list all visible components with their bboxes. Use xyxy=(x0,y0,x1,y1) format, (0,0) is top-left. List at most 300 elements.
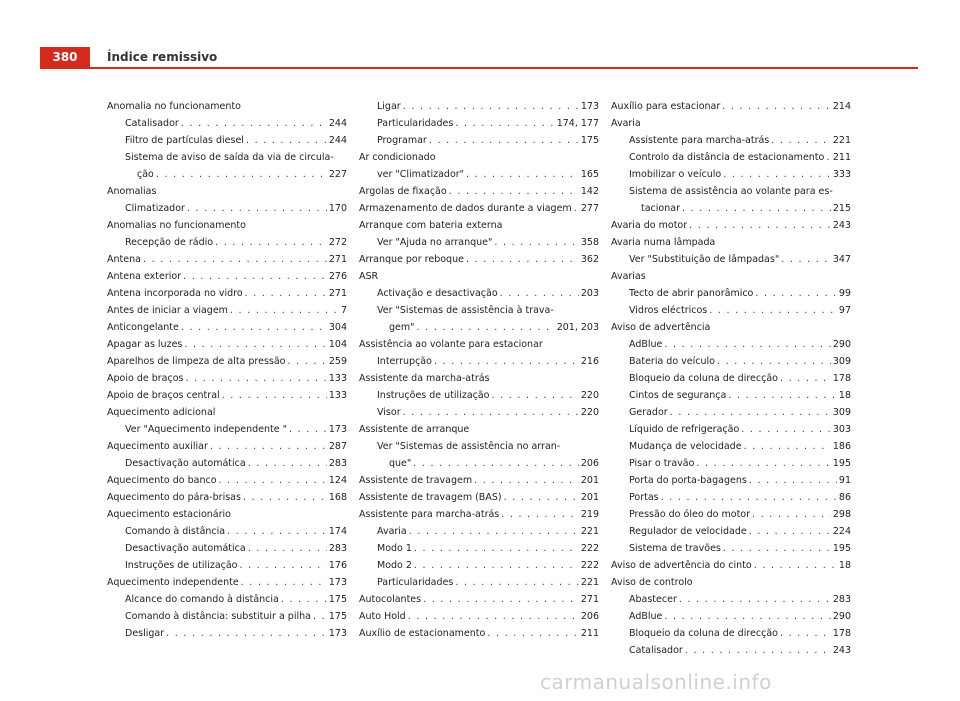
index-subentry xyxy=(359,540,599,557)
page-reference: 259 xyxy=(328,356,347,367)
page-reference: 7 xyxy=(340,305,347,316)
entry-label: Aquecimento auxiliar xyxy=(107,441,208,452)
index-subentry xyxy=(359,234,599,251)
index-subentry xyxy=(107,132,347,149)
leader-dots xyxy=(749,523,831,540)
page-reference: 201 xyxy=(580,492,599,503)
index-heading: Assistência ao volante para estacionar xyxy=(359,339,543,350)
index-subentry xyxy=(611,387,851,404)
leader-dots xyxy=(741,421,831,438)
entry-label: Antena incorporada no vidro xyxy=(107,288,243,299)
index-subentry xyxy=(611,285,851,302)
entry-label: Pressão do óleo do motor xyxy=(629,509,751,520)
index-column-3 xyxy=(611,98,851,659)
entry-label: Mudança de velocidade xyxy=(629,441,742,452)
entry-label: Antes de iniciar a viagem xyxy=(107,305,228,316)
leader-dots xyxy=(403,98,579,115)
leader-dots xyxy=(219,472,327,489)
page-reference: 272 xyxy=(328,237,347,248)
entry-label: Climatizador xyxy=(125,203,185,214)
entry-label: Controlo da distância de estacionamento xyxy=(629,152,825,163)
index-subentry xyxy=(611,523,851,540)
index-subentry xyxy=(359,132,599,149)
entry-label: Instruções de utilização xyxy=(125,560,238,571)
leader-dots xyxy=(455,115,554,132)
leader-dots xyxy=(227,523,327,540)
leader-dots xyxy=(728,387,837,404)
entry-label: Programar xyxy=(377,135,427,146)
leader-dots xyxy=(744,438,831,455)
page-reference: 271 xyxy=(328,254,347,265)
page-reference: 283 xyxy=(328,543,347,554)
leader-dots xyxy=(243,489,327,506)
index-subentry xyxy=(107,200,347,217)
leader-dots xyxy=(574,200,579,217)
entry-label: Modo 1 xyxy=(377,543,412,554)
page-reference: 211 xyxy=(832,152,851,163)
leader-dots xyxy=(500,285,579,302)
entry-label: Bateria do veículo xyxy=(629,356,715,367)
page-reference: 221 xyxy=(580,526,599,537)
page-reference: 303 xyxy=(832,424,851,435)
entry-label: Interrupção xyxy=(377,356,432,367)
index-entry xyxy=(107,489,347,506)
header-divider xyxy=(40,67,918,69)
page-reference: 173 xyxy=(328,424,347,435)
leader-dots xyxy=(754,557,837,574)
page-reference: 222 xyxy=(580,543,599,554)
index-subentry xyxy=(107,591,347,608)
leader-dots xyxy=(466,166,579,183)
entry-label: Vidros eléctricos xyxy=(629,305,708,316)
page-reference: 224 xyxy=(832,526,851,537)
index-subentry xyxy=(107,540,347,557)
entry-label: Antena exterior xyxy=(107,271,182,282)
leader-dots xyxy=(246,132,327,149)
page-reference: 287 xyxy=(328,441,347,452)
index-heading: Anomalias no funcionamento xyxy=(107,220,246,231)
leader-dots xyxy=(143,251,327,268)
index-subentry xyxy=(611,608,851,625)
page-reference: 290 xyxy=(832,339,851,350)
index-entry xyxy=(359,489,599,506)
page-reference: 186 xyxy=(832,441,851,452)
index-subentry xyxy=(359,353,599,370)
page-reference: 271 xyxy=(328,288,347,299)
index-subentry xyxy=(359,166,599,183)
entry-label: Apoio de braços xyxy=(107,373,184,384)
entry-label: Porta do porta-bagagens xyxy=(629,475,747,486)
page-reference: 99 xyxy=(838,288,851,299)
leader-dots xyxy=(230,302,339,319)
leader-dots xyxy=(664,608,830,625)
page-reference: 175 xyxy=(328,611,347,622)
page-reference: 201, 203 xyxy=(556,322,599,333)
leader-dots xyxy=(670,404,831,421)
leader-dots xyxy=(288,353,327,370)
page-reference: 298 xyxy=(832,509,851,520)
page-reference: 283 xyxy=(328,458,347,469)
index-entry xyxy=(611,217,851,234)
leader-dots xyxy=(752,506,831,523)
index-heading: Aviso de controlo xyxy=(611,577,693,588)
leader-dots xyxy=(240,557,327,574)
index-subentry xyxy=(611,353,851,370)
index-subentry xyxy=(611,421,851,438)
page-reference: 243 xyxy=(832,220,851,231)
leader-dots xyxy=(210,438,327,455)
entry-label: Visor xyxy=(377,407,401,418)
entry-label: Recepção de rádio xyxy=(125,237,214,248)
leader-dots xyxy=(685,642,831,659)
index-entry xyxy=(359,183,599,200)
index-entry xyxy=(107,336,347,353)
leader-dots xyxy=(403,404,579,421)
entry-label: Ligar xyxy=(377,101,401,112)
index-subentry xyxy=(359,557,599,574)
page-reference: 277 xyxy=(580,203,599,214)
index-subentry xyxy=(611,166,851,183)
page-reference: 309 xyxy=(832,356,851,367)
page-reference: 142 xyxy=(580,186,599,197)
page-reference: 211 xyxy=(580,628,599,639)
page-reference: 216 xyxy=(580,356,599,367)
entry-label: Bloqueio da coluna de direcção xyxy=(629,628,778,639)
entry-label: tacionar xyxy=(641,203,680,214)
index-subentry-text: Ver "Sistemas de assistência à trava- xyxy=(377,305,554,316)
entry-label: Cintos de segurança xyxy=(629,390,727,401)
leader-dots xyxy=(781,251,831,268)
index-entry xyxy=(359,251,599,268)
entry-label: Catalisador xyxy=(125,118,179,129)
index-heading: Ar condicionado xyxy=(359,152,436,163)
leader-dots xyxy=(185,370,326,387)
page-reference: 347 xyxy=(832,254,851,265)
leader-dots xyxy=(414,540,579,557)
page-number-badge: 380 xyxy=(40,47,90,67)
index-subentry xyxy=(611,132,851,149)
page-reference: 358 xyxy=(580,237,599,248)
entry-label: Activação e desactivação xyxy=(377,288,498,299)
entry-label: Argolas de fixação xyxy=(359,186,447,197)
leader-dots xyxy=(455,574,579,591)
entry-label: Comando à distância: substituir a pilha xyxy=(125,611,311,622)
page-reference: 178 xyxy=(832,373,851,384)
leader-dots xyxy=(187,200,327,217)
index-subentry xyxy=(611,302,851,319)
leader-dots xyxy=(826,149,831,166)
index-subentry xyxy=(359,285,599,302)
index-subentry xyxy=(611,336,851,353)
entry-label: Aquecimento do banco xyxy=(107,475,217,486)
entry-label: Bloqueio da coluna de direcção xyxy=(629,373,778,384)
leader-dots xyxy=(474,472,579,489)
index-subentry xyxy=(611,455,851,472)
index-subentry xyxy=(611,642,851,659)
page-reference: 219 xyxy=(580,509,599,520)
page-reference: 173 xyxy=(328,628,347,639)
entry-label: Líquido de refrigeração xyxy=(629,424,740,435)
page-title: Índice remissivo xyxy=(107,50,218,64)
index-entry xyxy=(107,319,347,336)
page-reference: 206 xyxy=(580,458,599,469)
index-heading: Assistente de arranque xyxy=(359,424,470,435)
page-reference: 133 xyxy=(328,390,347,401)
index-subentry xyxy=(611,472,851,489)
page-reference: 243 xyxy=(832,645,851,656)
index-subentry xyxy=(359,319,599,336)
leader-dots xyxy=(313,608,327,625)
entry-label: Aviso de advertência do cinto xyxy=(611,560,752,571)
index-column-2 xyxy=(359,98,599,642)
page-reference: 174 xyxy=(328,526,347,537)
index-entry xyxy=(107,353,347,370)
page-reference: 221 xyxy=(580,577,599,588)
page-reference: 170 xyxy=(328,203,347,214)
entry-label: Armazenamento de dados durante a viagem xyxy=(359,203,572,214)
leader-dots xyxy=(722,98,831,115)
entry-label: Alcance do comando à distância xyxy=(125,594,279,605)
entry-label: Auxílio de estacionamento xyxy=(359,628,486,639)
index-entry xyxy=(107,251,347,268)
entry-label: Gerador xyxy=(629,407,668,418)
index-entry xyxy=(107,472,347,489)
index-subentry xyxy=(107,421,347,438)
index-subentry xyxy=(611,489,851,506)
leader-dots xyxy=(183,268,327,285)
leader-dots xyxy=(429,132,579,149)
leader-dots xyxy=(408,608,579,625)
entry-label: gem" xyxy=(389,322,415,333)
index-entry xyxy=(107,285,347,302)
entry-label: Anticongelante xyxy=(107,322,179,333)
index-heading: Avarias xyxy=(611,271,646,282)
entry-label: Apoio de braços central xyxy=(107,390,220,401)
index-subentry xyxy=(611,591,851,608)
index-subentry xyxy=(611,251,851,268)
index-subentry xyxy=(359,387,599,404)
page-reference: 165 xyxy=(580,169,599,180)
index-subentry xyxy=(611,506,851,523)
page-reference: 175 xyxy=(328,594,347,605)
leader-dots xyxy=(241,574,327,591)
leader-dots xyxy=(215,234,327,251)
index-entry xyxy=(107,574,347,591)
entry-label: Pisar o travão xyxy=(629,458,695,469)
page-reference: 214 xyxy=(832,101,851,112)
entry-label: Catalisador xyxy=(629,645,683,656)
index-subentry xyxy=(611,200,851,217)
leader-dots xyxy=(222,387,327,404)
index-entry xyxy=(359,200,599,217)
index-subentry-text: Sistema de assistência ao volante para es- xyxy=(629,186,833,197)
index-subentry xyxy=(611,625,851,642)
page-reference: 244 xyxy=(328,135,347,146)
index-subentry xyxy=(359,574,599,591)
entry-label: que" xyxy=(389,458,412,469)
index-heading: Aviso de advertência xyxy=(611,322,711,333)
watermark: carmanualsonline.info xyxy=(540,670,772,694)
entry-label: Aparelhos de limpeza de alta pressão xyxy=(107,356,286,367)
leader-dots xyxy=(413,455,579,472)
leader-dots xyxy=(709,302,837,319)
leader-dots xyxy=(166,625,327,642)
leader-dots xyxy=(181,319,327,336)
leader-dots xyxy=(494,234,579,251)
index-heading: ASR xyxy=(359,271,379,282)
index-heading: Anomalias xyxy=(107,186,157,197)
entry-label: Avaria xyxy=(377,526,407,537)
leader-dots xyxy=(423,591,579,608)
page-reference: 175 xyxy=(580,135,599,146)
leader-dots xyxy=(689,217,831,234)
index-entry xyxy=(359,472,599,489)
leader-dots xyxy=(749,472,837,489)
index-subentry xyxy=(107,557,347,574)
leader-dots xyxy=(466,251,579,268)
page-reference: 104 xyxy=(328,339,347,350)
leader-dots xyxy=(679,591,831,608)
leader-dots xyxy=(248,540,327,557)
index-subentry xyxy=(107,234,347,251)
page-reference: 195 xyxy=(832,543,851,554)
leader-dots xyxy=(487,625,579,642)
entry-label: Ver "Aquecimento independente " xyxy=(125,424,287,435)
page-reference: 133 xyxy=(328,373,347,384)
entry-label: Auto Hold xyxy=(359,611,406,622)
leader-dots xyxy=(248,455,327,472)
index-heading: Assistente da marcha-atrás xyxy=(359,373,490,384)
index-heading: Anomalia no funcionamento xyxy=(107,101,241,112)
entry-label: Modo 2 xyxy=(377,560,412,571)
entry-label: Sistema de travões xyxy=(629,543,721,554)
index-subentry xyxy=(107,523,347,540)
index-subentry xyxy=(107,625,347,642)
page-reference: 290 xyxy=(832,611,851,622)
leader-dots xyxy=(501,506,579,523)
index-entry xyxy=(359,625,599,642)
entry-label: Abastecer xyxy=(629,594,677,605)
index-entry xyxy=(611,557,851,574)
index-subentry xyxy=(359,455,599,472)
entry-label: Aquecimento independente xyxy=(107,577,239,588)
page-reference: 271 xyxy=(580,594,599,605)
leader-dots xyxy=(281,591,327,608)
page-reference: 309 xyxy=(832,407,851,418)
page-reference: 227 xyxy=(328,169,347,180)
index-subentry xyxy=(107,115,347,132)
entry-label: Tecto de abrir panorâmico xyxy=(629,288,754,299)
index-entry xyxy=(107,268,347,285)
entry-label: Regulador de velocidade xyxy=(629,526,747,537)
leader-dots xyxy=(289,421,327,438)
index-subentry xyxy=(359,115,599,132)
index-heading: Aquecimento adicional xyxy=(107,407,216,418)
entry-label: Imobilizar o veículo xyxy=(629,169,722,180)
entry-label: Assistente de travagem xyxy=(359,475,473,486)
page-reference: 220 xyxy=(580,407,599,418)
page-reference: 220 xyxy=(580,390,599,401)
index-entry xyxy=(107,302,347,319)
leader-dots xyxy=(184,336,326,353)
leader-dots xyxy=(682,200,831,217)
leader-dots xyxy=(696,455,830,472)
leader-dots xyxy=(181,115,327,132)
entry-label: ver "Climatizador" xyxy=(377,169,465,180)
entry-label: Particularidades xyxy=(377,577,454,588)
page-reference: 362 xyxy=(580,254,599,265)
page-reference: 124 xyxy=(328,475,347,486)
index-subentry xyxy=(359,404,599,421)
leader-dots xyxy=(771,132,831,149)
leader-dots xyxy=(417,319,555,336)
leader-dots xyxy=(661,489,837,506)
leader-dots xyxy=(780,370,831,387)
leader-dots xyxy=(717,353,831,370)
page-reference: 222 xyxy=(580,560,599,571)
index-subentry xyxy=(359,523,599,540)
entry-label: Desactivação automática xyxy=(125,543,246,554)
index-heading: Arranque com bateria externa xyxy=(359,220,503,231)
page-reference: 276 xyxy=(328,271,347,282)
page-reference: 201 xyxy=(580,475,599,486)
leader-dots xyxy=(723,540,831,557)
page-reference: 176 xyxy=(328,560,347,571)
index-entry xyxy=(107,387,347,404)
index-entry xyxy=(359,591,599,608)
page-reference: 174, 177 xyxy=(556,118,599,129)
page-reference: 173 xyxy=(580,101,599,112)
page-reference: 206 xyxy=(580,611,599,622)
index-subentry xyxy=(107,608,347,625)
entry-label: Comando à distância xyxy=(125,526,226,537)
entry-label: AdBlue xyxy=(629,339,663,350)
page-reference: 304 xyxy=(328,322,347,333)
leader-dots xyxy=(492,387,579,404)
page-reference: 283 xyxy=(832,594,851,605)
page-reference: 203 xyxy=(580,288,599,299)
leader-dots xyxy=(504,489,579,506)
leader-dots xyxy=(723,166,831,183)
index-entry xyxy=(611,98,851,115)
entry-label: Filtro de partículas diesel xyxy=(125,135,244,146)
index-entry xyxy=(107,438,347,455)
entry-label: Apagar as luzes xyxy=(107,339,183,350)
index-subentry xyxy=(359,98,599,115)
page-reference: 173 xyxy=(328,577,347,588)
index-subentry xyxy=(611,540,851,557)
entry-label: Particularidades xyxy=(377,118,454,129)
index-subentry xyxy=(107,455,347,472)
entry-label: ção xyxy=(137,169,154,180)
index-subentry xyxy=(611,149,851,166)
entry-label: Assistente para marcha-atrás xyxy=(629,135,770,146)
index-heading: Aquecimento estacionário xyxy=(107,509,231,520)
index-entry xyxy=(107,370,347,387)
index-subentry xyxy=(611,404,851,421)
entry-label: Desligar xyxy=(125,628,165,639)
index-subentry-text: Ver "Sistemas de assistência no arran- xyxy=(377,441,561,452)
entry-label: Avaria do motor xyxy=(611,220,688,231)
page-reference: 97 xyxy=(838,305,851,316)
page-reference: 195 xyxy=(832,458,851,469)
index-subentry xyxy=(611,438,851,455)
leader-dots xyxy=(755,285,837,302)
leader-dots xyxy=(409,523,579,540)
index-entry xyxy=(359,608,599,625)
index-heading: Avaria xyxy=(611,118,641,129)
entry-label: Arranque por reboque xyxy=(359,254,464,265)
